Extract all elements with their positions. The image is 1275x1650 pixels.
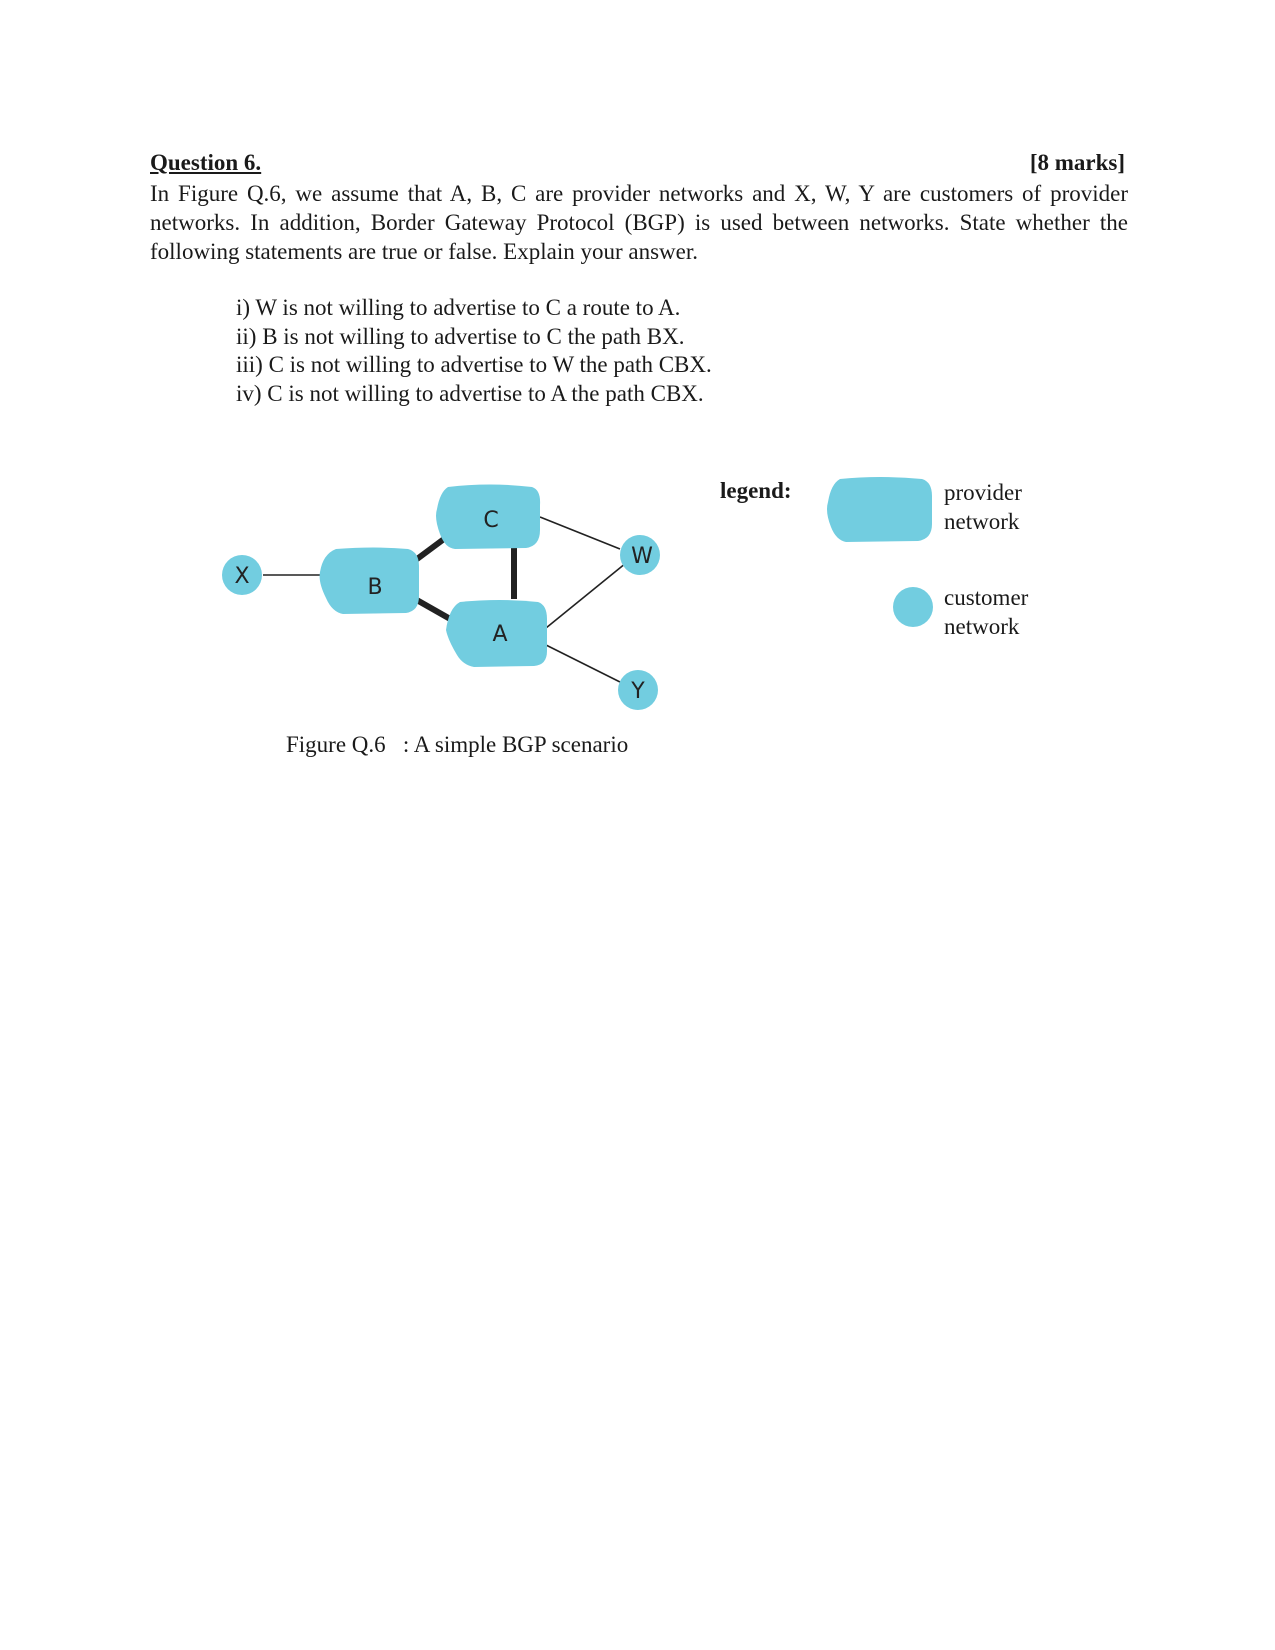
node-label-c: C — [483, 508, 499, 533]
statement-2: ii) B is not willing to advertise to C the path BX. — [236, 323, 685, 349]
legend-title: legend: — [720, 478, 792, 503]
statement-3: iii) C is not willing to advertise to W the path CBX. — [236, 352, 712, 377]
legend-customer-line1: customer — [944, 585, 1029, 610]
legend-customer-swatch — [893, 587, 933, 627]
question-marks: [8 marks] — [1029, 150, 1125, 175]
statement-1: i) W is not willing to advertise to C a route to A. — [236, 295, 681, 320]
question-title: Question 6. — [150, 150, 262, 175]
node-label-y: Y — [631, 679, 645, 704]
bgp-diagram — [0, 0, 1275, 760]
figure-caption: Figure Q.6 : A simple BGP scenario — [286, 732, 629, 757]
node-label-x: X — [234, 564, 250, 589]
link-a-y — [546, 645, 622, 683]
legend-provider-line1: provider — [944, 480, 1022, 505]
statement-4: iv) C is not willing to advertise to A the path CBX. — [236, 380, 704, 406]
link-c-w — [540, 517, 620, 549]
legend-provider-line2: network — [944, 509, 1020, 534]
node-label-b: B — [367, 575, 383, 600]
node-label-w: W — [631, 544, 653, 569]
node-label-a: A — [492, 622, 508, 647]
question-body: In Figure Q.6, we assume that A, B, C are provider networks and X, W, Y are customers of provider networks. In addition, Border Gateway Protocol (BGP) is used between networks. State whether the following statements are true or false. Explain your answer. — [150, 181, 1128, 264]
legend-customer-line2: network — [944, 614, 1020, 639]
legend-provider-swatch — [827, 477, 932, 542]
link-b-a — [415, 599, 452, 620]
link-a-w — [546, 563, 626, 628]
